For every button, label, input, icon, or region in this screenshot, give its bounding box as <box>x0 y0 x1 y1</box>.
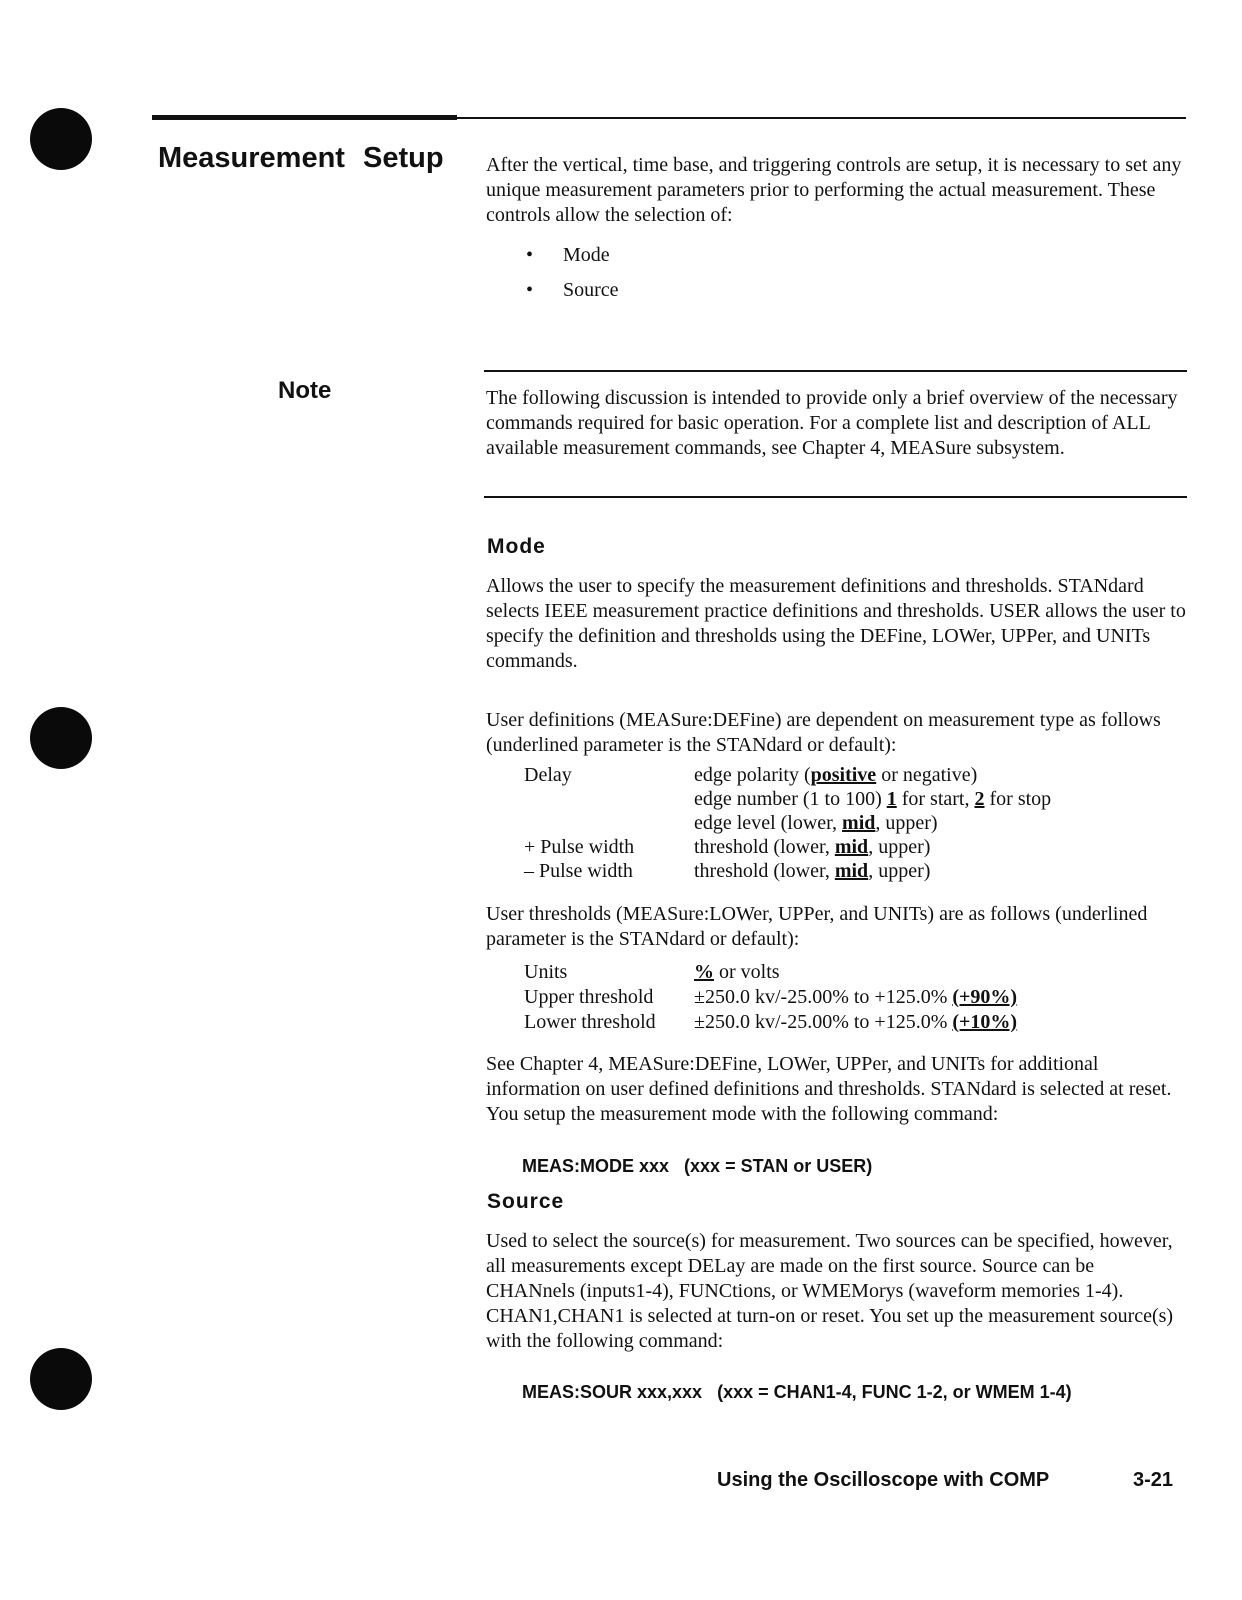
threshold-value: % or volts <box>694 961 780 983</box>
bullet-item <box>486 273 1186 308</box>
bullet-label: Source <box>563 279 619 301</box>
page-number: 3-21 <box>1133 1469 1174 1491</box>
binder-hole-top <box>30 108 92 170</box>
threshold-name: Upper threshold <box>524 986 654 1008</box>
note-rule-bottom <box>484 496 1187 498</box>
definition-value: edge polarity (positive or negative) <box>694 764 978 786</box>
bullet-item <box>486 238 1186 273</box>
definition-value: threshold (lower, mid, upper) <box>694 860 931 882</box>
mode-paragraph-1: Allows the user to specify the measurement definitions and thresholds. STANdard selects IEEE measurement practice definitions and thresholds. USER allows the user to specify the definition and thresholds using the DEFine, LOWer, UPPer, and UNITs commands. <box>486 575 1186 672</box>
intro-bullet-list <box>486 238 1186 308</box>
intro-block <box>486 153 1186 308</box>
note-rule-top <box>484 370 1187 372</box>
mode-command: MEAS:MODE xxx (xxx = STAN or USER) <box>522 1156 873 1176</box>
source-command: MEAS:SOUR xxx,xxx (xxx = CHAN1-4, FUNC 1-2, or WMEM 1-4) <box>522 1382 1072 1402</box>
top-rule-accent <box>152 115 457 120</box>
section-heading-note: Note <box>278 377 332 404</box>
definition-value: edge level (lower, mid, upper) <box>694 812 938 834</box>
binder-hole-middle <box>30 707 92 769</box>
subheading-mode: Mode <box>487 535 546 558</box>
bullet-dot-icon: • <box>526 279 534 301</box>
source-paragraph: Used to select the source(s) for measurement. Two sources can be specified, however, all measurements except DELay are made on the first source. Source can be CHANnels (inputs1-4), FUNCtions, or WMEMorys (waveform memories 1-4). CHAN1,CHAN1 is selected at turn-on or reset. You set up the measurement source(s) with the following command: <box>486 1230 1174 1352</box>
definition-type: + Pulse width <box>524 836 635 858</box>
mode-paragraph-2: User definitions (MEASure:DEFine) are dependent on measurement type as follows (underlined parameter is the STANdard or default): <box>486 709 1161 756</box>
section-heading-measurement-setup: Measurement Setup <box>158 142 444 174</box>
definition-type: Delay <box>524 764 572 786</box>
definition-type: – Pulse width <box>524 860 633 882</box>
intro-paragraph: After the vertical, time base, and triggering controls are setup, it is necessary to set any unique measurement parameters prior to performing the actual measurement. These controls allow the selection of: <box>486 154 1182 226</box>
threshold-name: Lower threshold <box>524 1011 656 1033</box>
footer-title: Using the Oscilloscope with COMP <box>717 1469 1050 1491</box>
subheading-source: Source <box>487 1190 565 1213</box>
threshold-name: Units <box>524 961 568 983</box>
mode-paragraph-4: See Chapter 4, MEASure:DEFine, LOWer, UPPer, and UNITs for additional information on user defined definitions and thresholds. STANdard is selected at reset. You setup the measurement mode with the following command: <box>486 1053 1172 1125</box>
definition-value: edge number (1 to 100) 1 for start, 2 for stop <box>694 788 1052 810</box>
bullet-dot-icon: • <box>526 244 534 266</box>
threshold-value: ±250.0 kv/-25.00% to +125.0% (+90%) <box>694 986 1018 1008</box>
threshold-value: ±250.0 kv/-25.00% to +125.0% (+10%) <box>694 1011 1018 1033</box>
thresholds-paragraph: User thresholds (MEASure:LOWer, UPPer, and UNITs) are as follows (underlined parameter is the STANdard or default): <box>486 903 1148 950</box>
bullet-label: Mode <box>563 244 610 266</box>
binder-hole-bottom <box>30 1348 92 1410</box>
note-paragraph: The following discussion is intended to provide only a brief overview of the necessary commands required for basic operation. For a complete list and description of ALL available measurement commands, see Chapter 4, MEASure subsystem. <box>486 387 1178 459</box>
definition-value: threshold (lower, mid, upper) <box>694 836 931 858</box>
